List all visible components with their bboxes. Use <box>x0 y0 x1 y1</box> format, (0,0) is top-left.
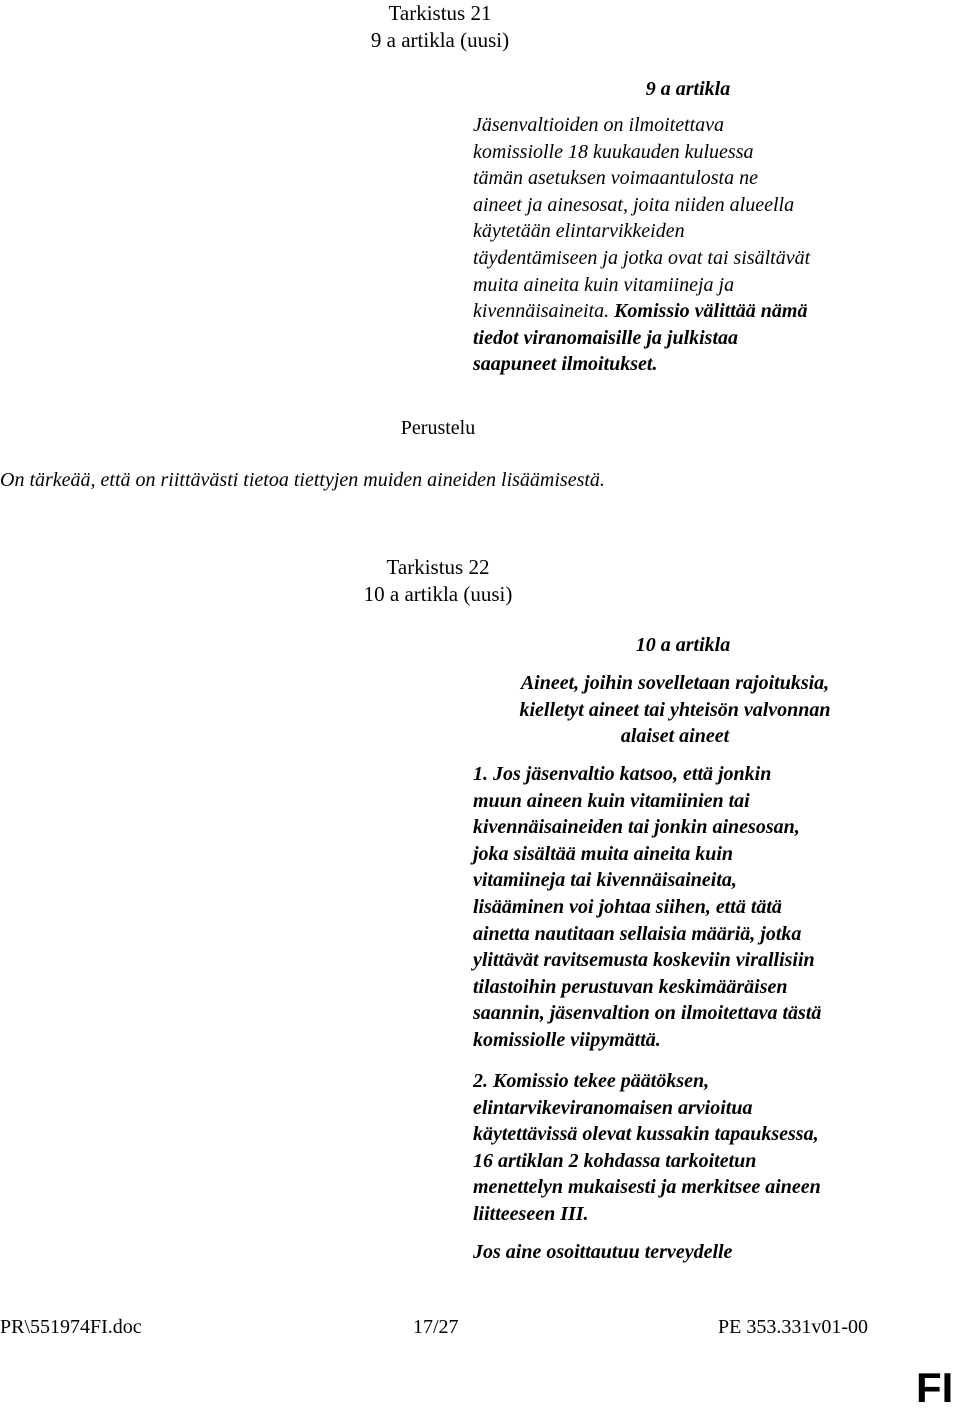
footer-pe-ref: PE 353.331v01-00 <box>718 1316 868 1338</box>
amendment-21-line: täydentämiseen ja jotka ovat tai sisältävät <box>473 246 811 269</box>
justification-label: Perustelu <box>400 417 476 439</box>
paragraph-3-line: Jos aine osoittautuu terveydelle <box>473 1241 733 1263</box>
amendment-22-paragraph-3 <box>473 1239 903 1266</box>
amendment-21-line: saapuneet ilmoitukset. <box>473 353 658 376</box>
amendment-21-line: tämän asetuksen voimaantulosta ne <box>473 167 758 190</box>
amendment-21-subtitle: 9 a artikla (uusi) <box>370 28 510 52</box>
amendment-21-line: komissiolle 18 kuukauden kuluessa <box>473 140 754 163</box>
amendment-22-paragraph-1 <box>473 761 903 1054</box>
paragraph-2-line: liitteeseen III. <box>473 1202 589 1225</box>
paragraph-1-line: vitamiineja tai kivennäisaineita, <box>473 869 737 892</box>
amendment-22-subheading-line: kielletyt aineet tai yhteisön valvonnan <box>519 698 831 721</box>
amendment-21-title: Tarkistus 21 <box>388 1 492 25</box>
paragraph-2-line: menettelyn mukaisesti ja merkitsee aineen <box>473 1176 821 1199</box>
amendment-21-line: muita aineita kuin vitamiineja ja <box>473 273 735 296</box>
paragraph-2-line: 16 artiklan 2 kohdassa tarkoitetun <box>473 1149 757 1172</box>
amendment-22-header <box>288 554 588 608</box>
footer-page-number: 17/27 <box>413 1316 459 1338</box>
amendment-22-subtitle: 10 a artikla (uusi) <box>363 582 513 606</box>
paragraph-2-line: elintarvikeviranomaisen arvioitua <box>473 1096 753 1119</box>
amendment-21-text-column <box>473 74 903 378</box>
amendment-22-article-heading: 10 a artikla <box>635 634 731 656</box>
paragraph-1-line: komissiolle viipymättä. <box>473 1028 661 1051</box>
paragraph-2-line: 2. Komissio tekee päätöksen, <box>473 1070 710 1092</box>
amendment-21-mixed-bold: Komissio välittää nämä <box>609 300 808 323</box>
justification-text: On tärkeää, että on riittävästi tietoa tiettyjen muiden aineiden lisäämisestä. <box>0 469 605 491</box>
paragraph-1-line: saannin, jäsenvaltion on ilmoitettava tästä <box>473 1002 822 1025</box>
paragraph-1-line: muun aineen kuin vitamiinien tai <box>473 789 750 812</box>
footer-doc-ref: PR\551974FI.doc <box>0 1316 142 1338</box>
paragraph-1-line: ainetta nautitaan sellaisia määriä, jotka <box>473 922 802 945</box>
amendment-21-mixed-italic: kivennäisaineita. <box>473 300 610 323</box>
amendment-21-line: tiedot viranomaisille ja julkistaa <box>473 326 739 349</box>
footer-language-code: FI <box>916 1364 954 1411</box>
amendment-21-line: Jäsenvaltioiden on ilmoitettava <box>473 114 725 136</box>
paragraph-1-line: joka sisältää muita aineita kuin <box>473 842 734 865</box>
paragraph-1-line: ylittävät ravitsemusta koskeviin virallisiin <box>473 949 815 972</box>
amendment-21-mixed-line <box>473 298 903 325</box>
amendment-21-line: käytetään elintarvikkeiden <box>473 220 685 243</box>
amendment-22-subheading-line: Aineet, joihin sovelletaan rajoituksia, <box>520 672 830 694</box>
amendment-22-subheading <box>465 670 885 750</box>
amendment-21-article-heading: 9 a artikla <box>645 78 731 100</box>
paragraph-1-line: 1. Jos jäsenvaltio katsoo, että jonkin <box>473 763 772 785</box>
paragraph-1-line: lisääminen voi johtaa siihen, että tätä <box>473 895 782 918</box>
amendment-22-paragraph-2 <box>473 1068 903 1228</box>
amendment-22-subheading-line: alaiset aineet <box>620 725 730 748</box>
paragraph-2-line: käytettävissä olevat kussakin tapauksessa, <box>473 1123 819 1146</box>
amendment-21-header <box>290 0 590 54</box>
paragraph-1-line: tilastoihin perustuvan keskimääräisen <box>473 975 788 998</box>
amendment-21-line: aineet ja ainesosat, joita niiden alueella <box>473 193 795 216</box>
paragraph-1-line: kivennäisaineiden tai jonkin ainesosan, <box>473 816 800 839</box>
amendment-22-title: Tarkistus 22 <box>386 555 490 579</box>
